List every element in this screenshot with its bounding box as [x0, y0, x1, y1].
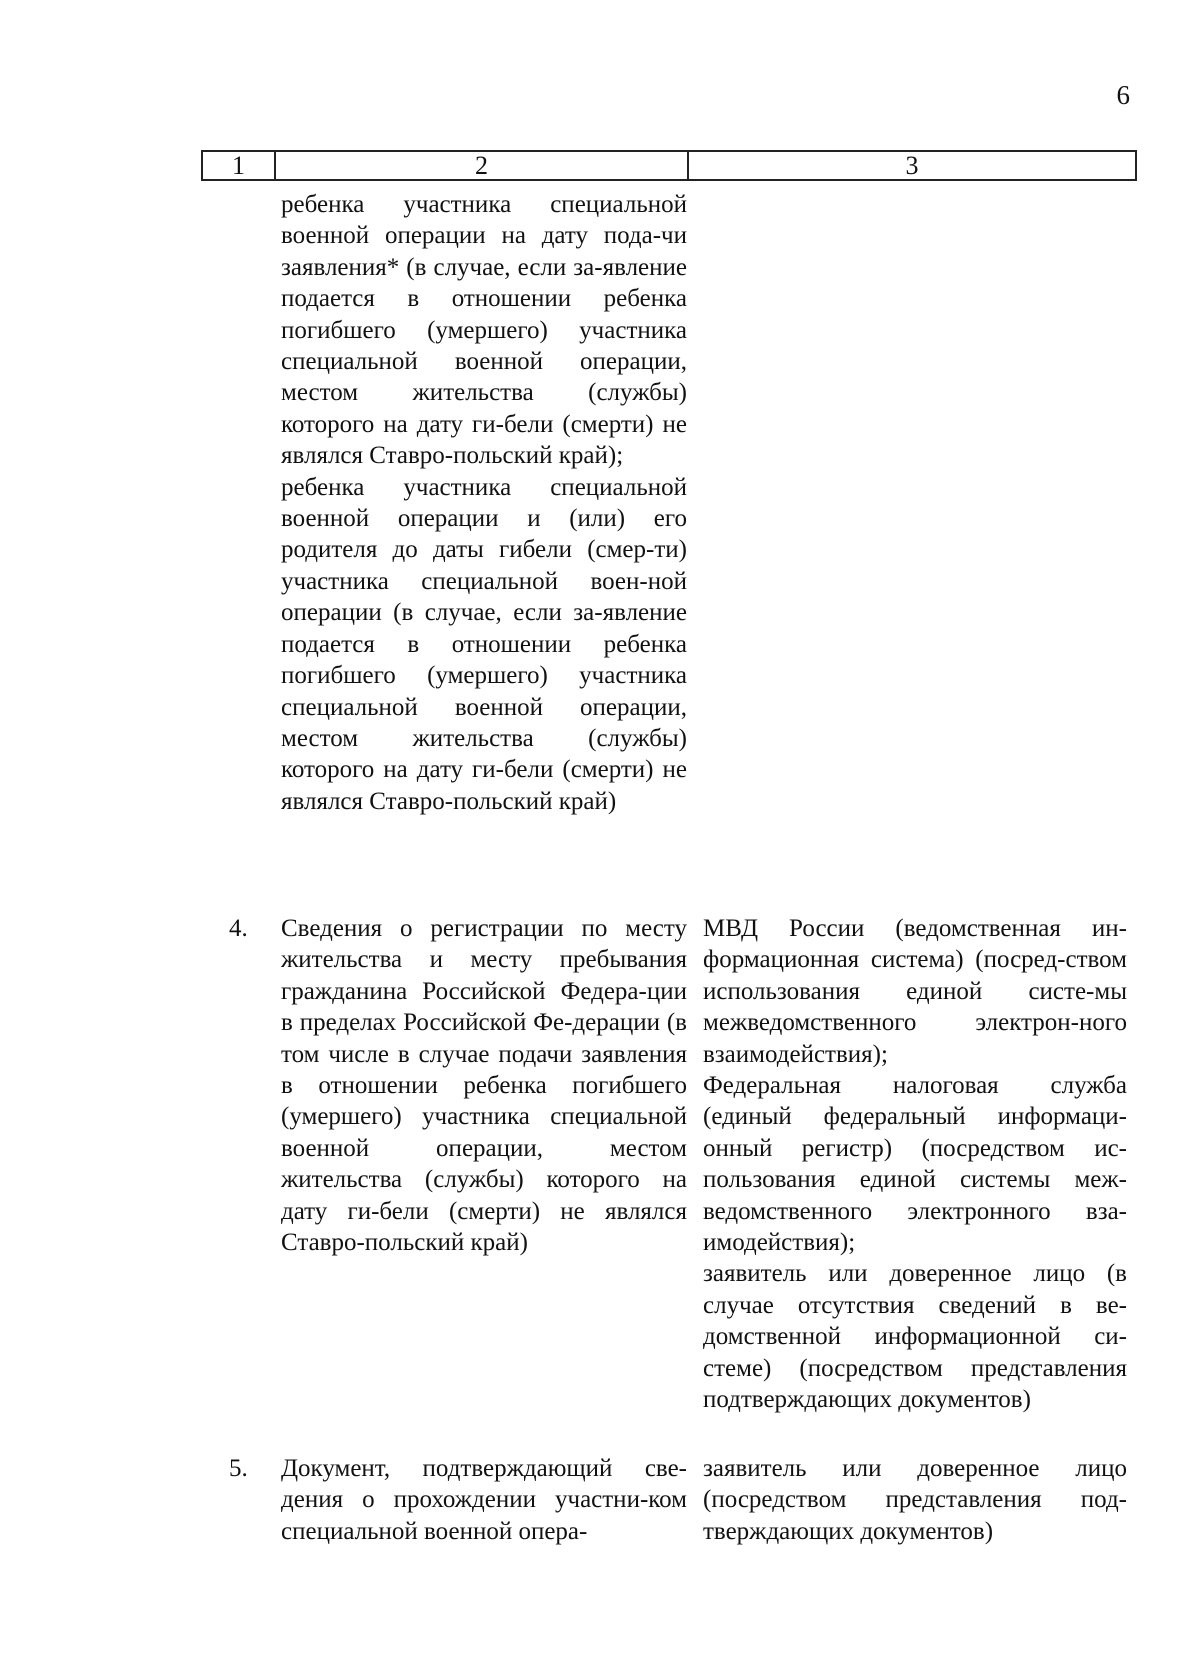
row-5-col-3: заявитель или доверенное лицо (посредством представления под-тверждающих документов)	[703, 1455, 1127, 1545]
table-header-col-2: 2	[276, 152, 689, 179]
row-4-number: 4.	[229, 915, 248, 942]
row-4-source-3: заявитель или доверенное лицо (в случае отсутствия сведений в ве-домственной информационной си-стеме) (посредством представления подтверждающих документов)	[703, 1260, 1127, 1414]
row-4-col-3	[703, 913, 1127, 1416]
continuation-paragraph-1: ребенка участника специальной военной операции на дату пода-чи заявления* (в случае, если за-явление подается в отношении ребенка погибшего (умершего) участника специальной военной операции, местом жительства (службы) которого на дату ги-бели (смерти) не являлся Ставро-польский край);	[281, 191, 687, 470]
continuation-paragraph-2: ребенка участника специальной военной операции и (или) его родителя до даты гибели (смер-ти) участника специальной воен-ной операции (в случае, если за-явление подается в отношении ребенка погибшего (умершего) участника специальной военной операции, местом жительства (службы) которого на дату ги-бели (смерти) не являлся Ставро-польский край)	[281, 473, 687, 815]
row-5-number: 5.	[229, 1455, 248, 1482]
continuation-row-col-2	[281, 189, 687, 817]
row-4-source-1: МВД России (ведомственная ин-формационная система) (посред-ством использования единой систе-мы межведомственного электрон-ного взаимодействия);	[703, 915, 1127, 1068]
table-header-col-3: 3	[905, 151, 919, 180]
row-4-source-2: Федеральная налоговая служба (единый федеральный информаци-онный регистр) (посредством ис-пользования единой системы меж-ведомственного электронного вза-имодействия);	[703, 1072, 1127, 1257]
table-header-col-1: 1	[203, 152, 276, 179]
row-4-col-2: Сведения о регистрации по месту жительства и месту пребывания гражданина Российской Федера-ции в пределах Российской Фе-дерации (в том числе в случае подачи заявления в отношении ребенка погибшего (умершего) участника специальной военной операции, местом жительства (службы) которого на дату ги-бели (смерти) не являлся Ставро-польский край)	[281, 915, 687, 1257]
page-number: 6	[1116, 80, 1130, 110]
table-header-row	[201, 150, 1137, 181]
row-5-col-2: Документ, подтверждающий све-дения о прохождении участни-ком специальной военной опера-	[281, 1455, 687, 1545]
